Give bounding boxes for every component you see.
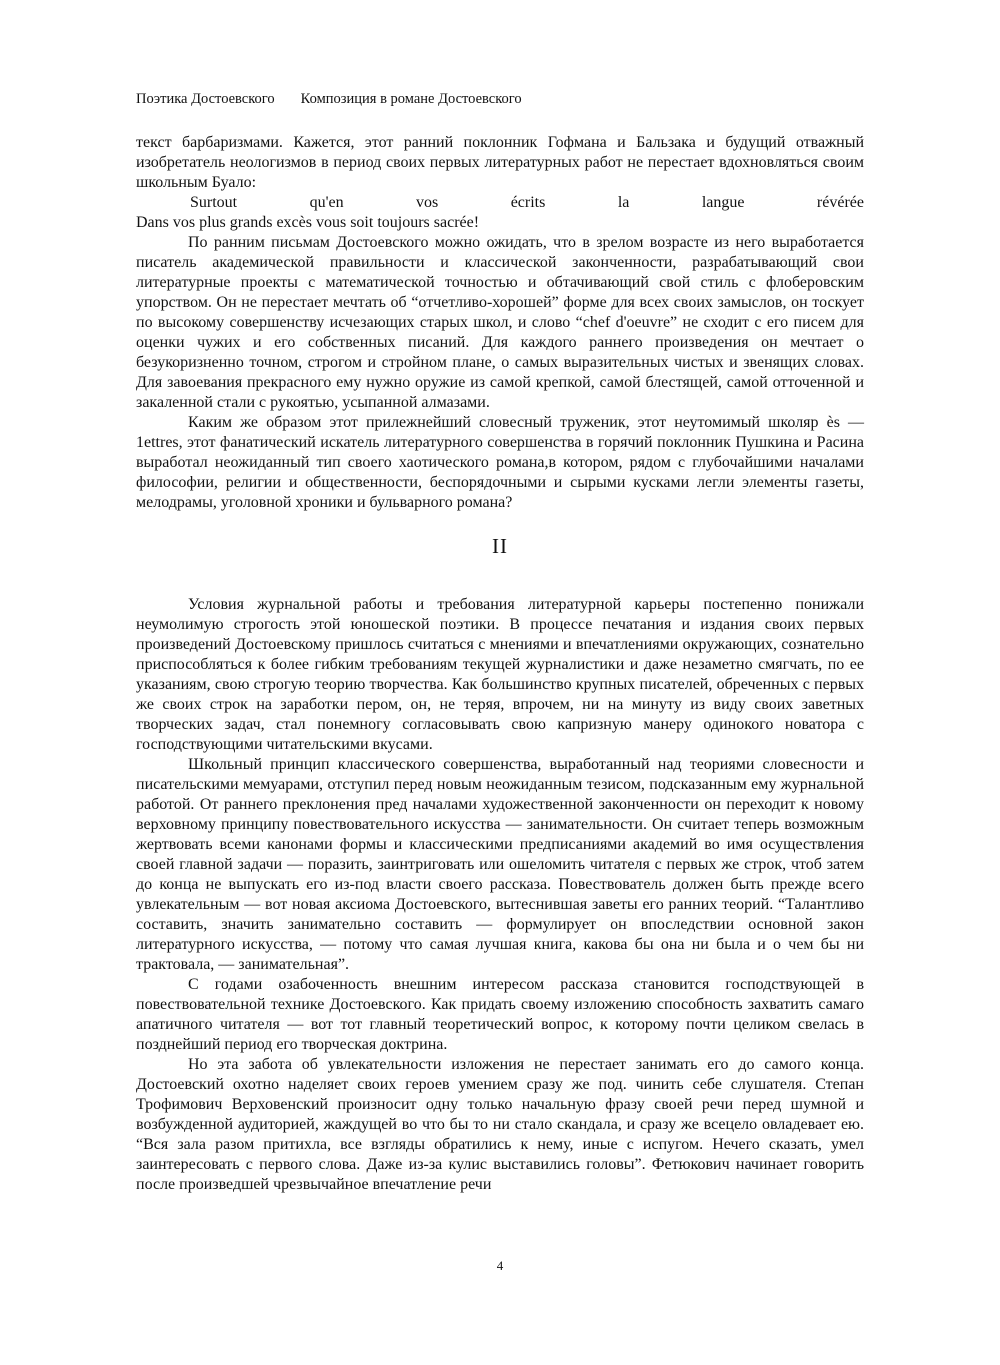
verse-word: Surtout	[190, 194, 238, 211]
paragraph-6: С годами озабоченность внешним интересом рассказа становится господствующей в повествовательной технике Достоевского. Как придать своему изложению способность захватить самаго апатичного читателя — вот тот главный теоретический вопрос, к которому почти целиком свелась в позднейший период его творческая доктрина.	[136, 976, 864, 1053]
verse-line-2: Dans vos plus grands excès vous soit toujours sacrée!	[136, 214, 480, 231]
quoted-verse	[136, 193, 864, 233]
verse-word: révérée	[816, 194, 864, 211]
verse-word: qu'en	[309, 194, 344, 211]
verse-line-1	[136, 193, 864, 213]
verse-word: écrits	[510, 194, 546, 211]
paragraph-1: текст барбаризмами. Кажется, этот ранний поклонник Гофмана и Бальзака и будущий отважный изобретатель неологизмов в период своих первых литературных работ не перестает вдохновляться своим школьным Буало:	[136, 134, 864, 191]
paragraph-2: По ранним письмам Достоевского можно ожидать, что в зрелом возрасте из него выработается писатель академической правильности и классической законченности, разрабатывающий свои литературные проекты с математической точностью и обтачивающий свой стиль с флоберовским упорством. Он не перестает мечтать об “отчетливо-хорошей” форме для всех своих замыслов, он тоскует по высокому совершенству исчезающих старых школ, и слово “chef d'oeuvre” не сходит с его писем для оценки чужих и его собственных писаний. Для каждого раннего произведения он мечтает о безукоризненно точном, строгом и стройном плане, о самых выразительных чистых и звенящих словах. Для завоевания прекрасного ему нужно оружие из самой крепкой, самой блестящей, самой отточенной и закаленной стали с рукоятью, усыпанной алмазами.	[136, 234, 864, 411]
paragraph-7: Но эта забота об увлекательности изложения не перестает занимать его до самого конца. Достоевский охотно наделяет своих героев умением сразу же под. чинить себе слушателя. Степан Трофимович Верховенский произносит одну только начальную фразу своей речи перед шумной и возбужденной аудиторией, жаждущей во что бы то ни стало скандала, и сразу же всецело овладевает ею. “Вся зала разом притихла, все взгляды обратились к нему, иные с испугом. Нечего сказать, умел заинтересовать с первого слова. Даже из-за кулис выставились головы”. Фетюкович начинает говорить после произведшей чрезвычайное впечатление речи	[136, 1056, 864, 1193]
verse-word: vos	[416, 194, 439, 211]
running-header	[136, 90, 522, 108]
paragraph-3: Каким же образом этот прилежнейший словесный труженик, этот неутомимый школяр ès — 1ettres, этот фанатический искатель литературного совершенства в горячий поклонник Пушкина и Расина выработал неожиданный тип своего хаотического романа,в котором, рядом с глубочайшими началами философии, религии и общественности, беспорядочными и сырыми кусками легли элементы газеты, мелодрамы, уголовной хроники и бульварного романа?	[136, 414, 864, 511]
header-book-title: Поэтика Достоевского	[136, 91, 275, 107]
section-heading: II	[492, 534, 508, 558]
verse-word: la	[617, 194, 630, 211]
verse-word: langue	[701, 194, 745, 211]
page-content	[136, 133, 864, 1195]
header-chapter-title: Композиция в романе Достоевского	[300, 91, 522, 107]
paragraph-4: Условия журнальной работы и требования литературной карьеры постепенно понижали неумолимую строгость этой юношеской поэтики. В процессе печатания и издания своих первых произведений Достоевскому пришлось считаться с мнениями и впечатлениями окружающих, сознательно приспособляться к более гибким требованиям текущей журналистики и даже незаметно смягчать, по ее указаниям, свою строгую теорию творчества. Как большинство крупных писателей, обреченных с первых же своих строк на заработки пером, он, не теряя, впрочем, ни на минуту из виду своих заветных творческих задач, стал понемногу согласовывать свою капризную манеру одинокого новатора с господствующими читательскими вкусами.	[136, 596, 864, 753]
page-number: 4	[496, 1258, 504, 1273]
paragraph-5: Школьный принцип классического совершенства, выработанный над теориями словесности и писательскими мемуарами, отступил перед новым неожиданным тезисом, подсказанным ему журнальной работой. От раннего преклонения пред началами художественной законченности он переходит к новому верховному принципу повествовательного искусства — занимательности. Он считает теперь возможным жертвовать всеми канонами формы и классическими предписаниями академий во имя осуществления своей главной задачи — поразить, заинтриговать или ошеломить читателя с первых же строк, чтоб затем до конца не выпускать его из-под власти своего рассказа. Повествователь должен быть прежде всего увлекательным — вот новая аксиома Достоевского, вытеснившая заветы его ранних теорий. “Талантливо составить, значить занимательно составить — формулирует он впоследствии основной закон литературного искусства, — потому что самая лучшая книга, какова бы она ни была и о чем бы ни трактовала, — занимательная”.	[136, 756, 864, 973]
